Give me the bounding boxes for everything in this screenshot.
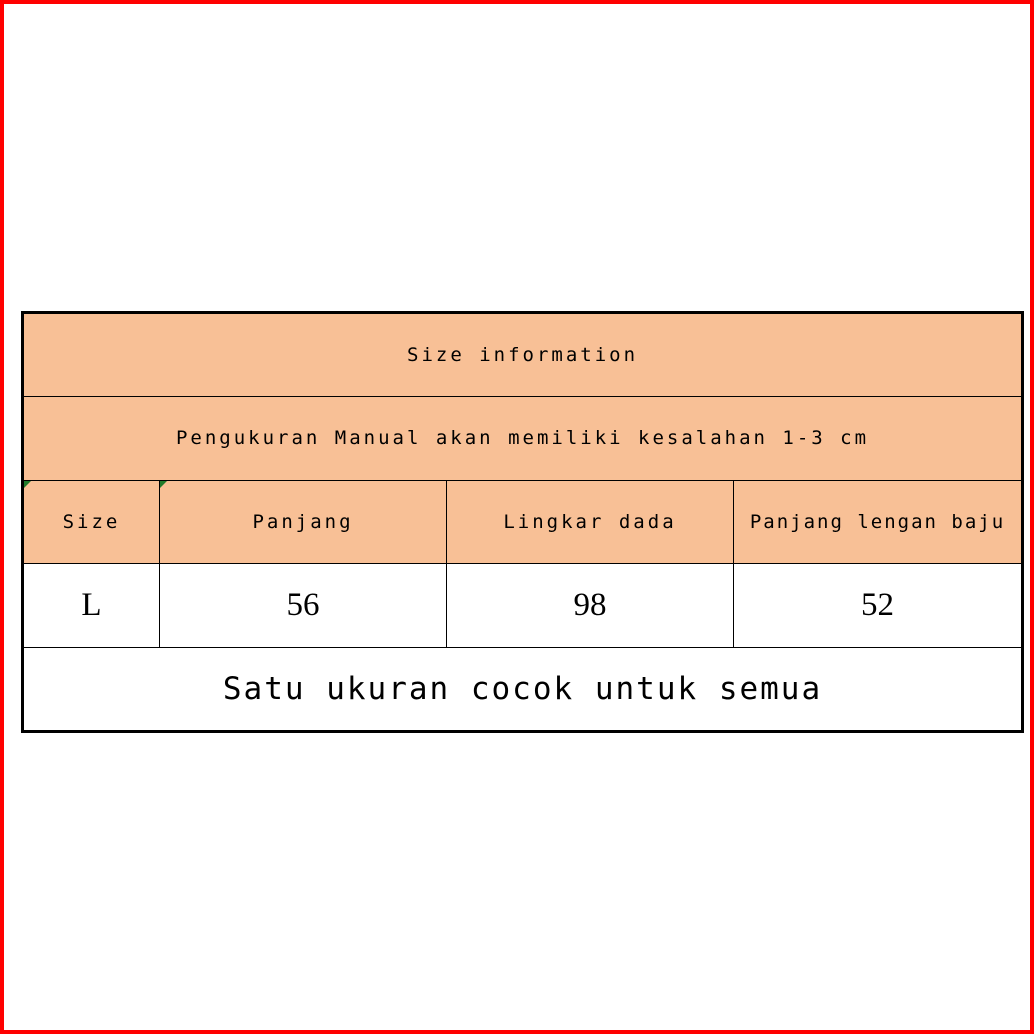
one-size-note: Satu ukuran cocok untuk semua: [23, 648, 1023, 732]
title-row: [23, 313, 1023, 397]
lingkar-dada-cell: 98: [447, 564, 734, 648]
table-row: [23, 564, 1023, 648]
column-header-lingkar-dada: Lingkar dada: [447, 480, 734, 564]
size-information-table: [21, 311, 1024, 733]
column-header-panjang: Panjang: [160, 480, 447, 564]
panjang-lengan-baju-cell: 52: [734, 564, 1023, 648]
size-cell: L: [23, 564, 160, 648]
table-title: Size information: [23, 313, 1023, 397]
column-header-size: Size: [23, 480, 160, 564]
panjang-cell: 56: [160, 564, 447, 648]
note-row: [23, 396, 1023, 480]
column-header-panjang-lengan-baju: Panjang lengan baju: [734, 480, 1023, 564]
header-row: [23, 480, 1023, 564]
measurement-note: Pengukuran Manual akan memiliki kesalahan 1-3 cm: [23, 396, 1023, 480]
footer-row: [23, 648, 1023, 732]
